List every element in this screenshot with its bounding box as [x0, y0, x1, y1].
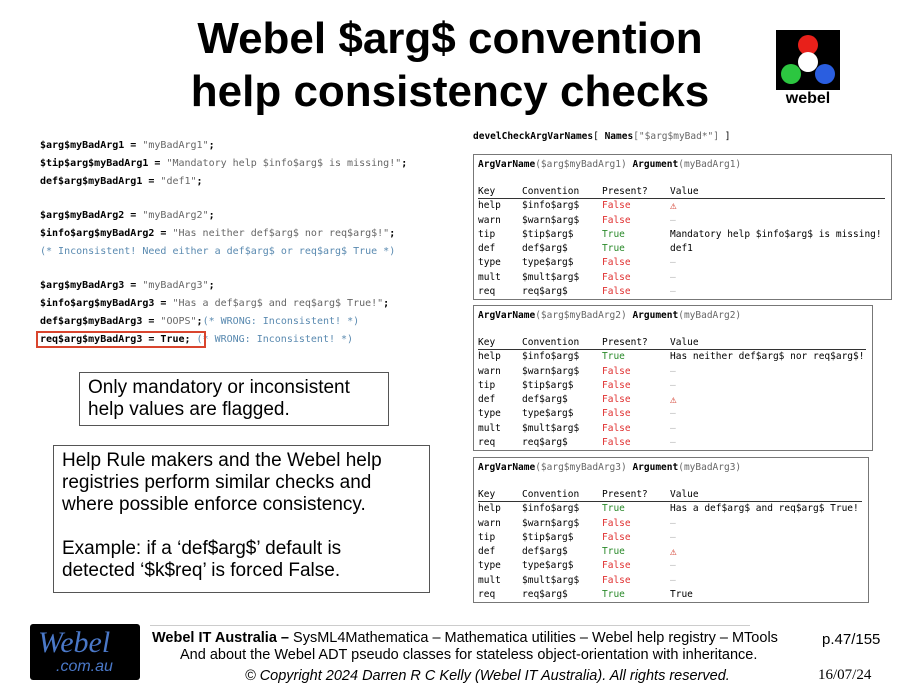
table-cell: False [602, 517, 631, 529]
table-cell: type$arg$ [522, 560, 574, 572]
table-cell: req$arg$ [522, 286, 568, 298]
table-cell: $info$arg$ [522, 200, 580, 212]
table-cell: True [602, 503, 625, 515]
code-line: def$arg$myBadArg1 = "def1"; [40, 176, 203, 187]
table-cell: – [670, 214, 676, 226]
code-line: def$arg$myBadArg3 = "OOPS";(* WRONG: Inconsistent! *) [40, 316, 360, 327]
callout-line: where possible enforce consistency. [62, 494, 366, 515]
logo-square [776, 30, 840, 90]
table-cell: $mult$arg$ [522, 574, 580, 586]
column-header: Value [670, 337, 699, 348]
code-line: $tip$arg$myBadArg1 = "Mandatory help $info$arg$ is missing!"; [40, 158, 408, 169]
table-cell: mult [478, 422, 501, 434]
column-header: Convention [522, 489, 580, 500]
table-cell: $warn$arg$ [522, 517, 580, 529]
callout-consistency [53, 445, 430, 593]
panel-header: ArgVarName($arg$myBadArg1) Argument(myBadArg1) [478, 159, 742, 170]
table-cell: warn [478, 214, 501, 226]
table-cell: tip [478, 531, 496, 543]
table-cell: True [602, 589, 625, 601]
column-header: Key [478, 337, 496, 348]
callout-line: registries perform similar checks and [62, 472, 372, 493]
highlight-box [36, 331, 206, 348]
table-cell: $mult$arg$ [522, 422, 580, 434]
table-cell: True [602, 546, 625, 558]
table-cell: False [602, 531, 631, 543]
callout-line: detected ‘$k$req’ is forced False. [62, 560, 341, 581]
table-cell: def [478, 243, 496, 255]
green-dot-icon [781, 64, 801, 84]
table-cell: – [670, 422, 676, 434]
table-cell: tip [478, 228, 496, 240]
callout-spacer [62, 516, 421, 538]
blue-dot-icon [815, 64, 835, 84]
table-cell: type [478, 560, 501, 572]
page-number: p.47/155 [822, 631, 881, 648]
table-cell: True [602, 228, 625, 240]
table-cell: req$arg$ [522, 437, 568, 449]
date: 16/07/24 [818, 667, 872, 683]
devel-command: develCheckArgVarNames[ Names["$arg$myBad*"] ] [473, 131, 731, 142]
panel-header: ArgVarName($arg$myBadArg3) Argument(myBadArg3) [478, 462, 742, 473]
table-cell: – [670, 560, 676, 572]
column-header: Value [670, 489, 699, 500]
table-cell: False [602, 271, 631, 283]
table-cell: $info$arg$ [522, 351, 580, 363]
table-cell: False [602, 560, 631, 572]
callout-line: help values are flagged. [88, 399, 290, 420]
table-cell: – [670, 286, 676, 298]
argvar-panel-2 [473, 305, 873, 451]
table-cell: def1 [670, 243, 693, 255]
table-cell: def$arg$ [522, 243, 568, 255]
column-header: Present? [602, 186, 648, 197]
table-cell: – [670, 271, 676, 283]
footer-line-2: And about the Webel ADT pseudo classes for stateless object-orientation with inheritance. [180, 647, 758, 663]
table-cell: False [602, 365, 631, 377]
table-cell: False [602, 379, 631, 391]
table-cell: def$arg$ [522, 394, 568, 406]
table-cell: Mandatory help $info$arg$ is missing! [670, 228, 882, 240]
table-cell: – [670, 437, 676, 449]
table-cell: $tip$arg$ [522, 379, 574, 391]
code-line: $info$arg$myBadArg2 = "Has neither def$arg$ nor req$arg$!"; [40, 228, 396, 239]
title-line-1: Webel $arg$ convention [197, 14, 703, 63]
title-line-2: help consistency checks [190, 67, 710, 116]
table-cell: False [602, 394, 631, 406]
table-cell: – [670, 574, 676, 586]
table-cell: $warn$arg$ [522, 214, 580, 226]
column-header: Key [478, 489, 496, 500]
table-cell: req [478, 589, 496, 601]
table-cell: type$arg$ [522, 257, 574, 269]
table-cell: – [670, 365, 676, 377]
column-header: Key [478, 186, 496, 197]
column-header: Present? [602, 489, 648, 500]
code-line: $arg$myBadArg2 = "myBadArg2"; [40, 210, 215, 221]
table-cell: – [670, 531, 676, 543]
table-cell: False [602, 214, 631, 226]
table-cell: False [602, 408, 631, 420]
footer-divider [150, 625, 750, 626]
table-cell: $warn$arg$ [522, 365, 580, 377]
table-cell: def$arg$ [522, 546, 568, 558]
table-cell: – [670, 257, 676, 269]
table-cell: False [602, 200, 631, 212]
table-cell: type [478, 408, 501, 420]
table-cell: req$arg$ [522, 589, 568, 601]
table-cell: False [602, 574, 631, 586]
table-cell: $info$arg$ [522, 503, 580, 515]
column-header: Convention [522, 186, 580, 197]
table-cell: Has a def$arg$ and req$arg$ True! [670, 503, 859, 515]
table-cell: help [478, 503, 501, 515]
table-cell: False [602, 422, 631, 434]
argvar-panel-1 [473, 154, 892, 300]
table-cell: mult [478, 574, 501, 586]
table-cell: $tip$arg$ [522, 228, 574, 240]
copyright: © Copyright 2024 Darren R C Kelly (Webel IT Australia). All rights reserved. [245, 668, 730, 684]
table-cell: – [670, 517, 676, 529]
callout-flagged [79, 372, 389, 426]
table-cell: req [478, 437, 496, 449]
table-cell: $mult$arg$ [522, 271, 580, 283]
footer-logo-sub: .com.au [56, 658, 113, 675]
warning-icon: ⚠ [670, 393, 677, 407]
code-comment: (* Inconsistent! Need either a def$arg$ or req$arg$ True *) [40, 246, 396, 257]
table-cell: False [602, 286, 631, 298]
logo-word: webel [785, 90, 831, 107]
code-line: $arg$myBadArg3 = "myBadArg3"; [40, 280, 215, 291]
code-line-req: req$arg$myBadArg3 = True; (* WRONG: Inconsistent! *) [40, 334, 354, 345]
column-header: Present? [602, 337, 648, 348]
table-cell: type$arg$ [522, 408, 574, 420]
table-cell: def [478, 394, 496, 406]
code-line: $info$arg$myBadArg3 = "Has a def$arg$ and req$arg$ True!"; [40, 298, 390, 309]
footer-logo-main: Webel [38, 626, 111, 659]
callout-line: Example: if a ‘def$arg$’ default is [62, 538, 342, 559]
code-line: $arg$myBadArg1 = "myBadArg1"; [40, 140, 215, 151]
table-cell: $tip$arg$ [522, 531, 574, 543]
warning-icon: ⚠ [670, 545, 677, 559]
table-cell: Has neither def$arg$ nor req$arg$! [670, 351, 865, 363]
footer-line-1: Webel IT Australia – SysML4Mathematica – Mathematica utilities – Webel help registry – MTools [152, 630, 778, 646]
table-cell: mult [478, 271, 501, 283]
table-cell: help [478, 351, 501, 363]
slide-title [120, 12, 780, 118]
table-cell: def [478, 546, 496, 558]
table-cell: tip [478, 379, 496, 391]
callout-line: Only mandatory or inconsistent [88, 377, 350, 398]
argvar-panel-3 [473, 457, 869, 603]
callout-line: Help Rule makers and the Webel help [62, 450, 382, 471]
column-header: Convention [522, 337, 580, 348]
webel-logo [776, 30, 840, 110]
table-cell: False [602, 437, 631, 449]
table-cell: req [478, 286, 496, 298]
table-cell: False [602, 257, 631, 269]
table-cell: type [478, 257, 501, 269]
table-cell: – [670, 379, 676, 391]
column-header: Value [670, 186, 699, 197]
footer-logo [30, 624, 140, 680]
table-cell: True [602, 243, 625, 255]
table-cell: True [670, 589, 693, 601]
table-cell: True [602, 351, 625, 363]
table-cell: – [670, 408, 676, 420]
warning-icon: ⚠ [670, 199, 677, 213]
table-cell: warn [478, 365, 501, 377]
panel-header: ArgVarName($arg$myBadArg2) Argument(myBadArg2) [478, 310, 742, 321]
table-cell: warn [478, 517, 501, 529]
table-cell: help [478, 200, 501, 212]
